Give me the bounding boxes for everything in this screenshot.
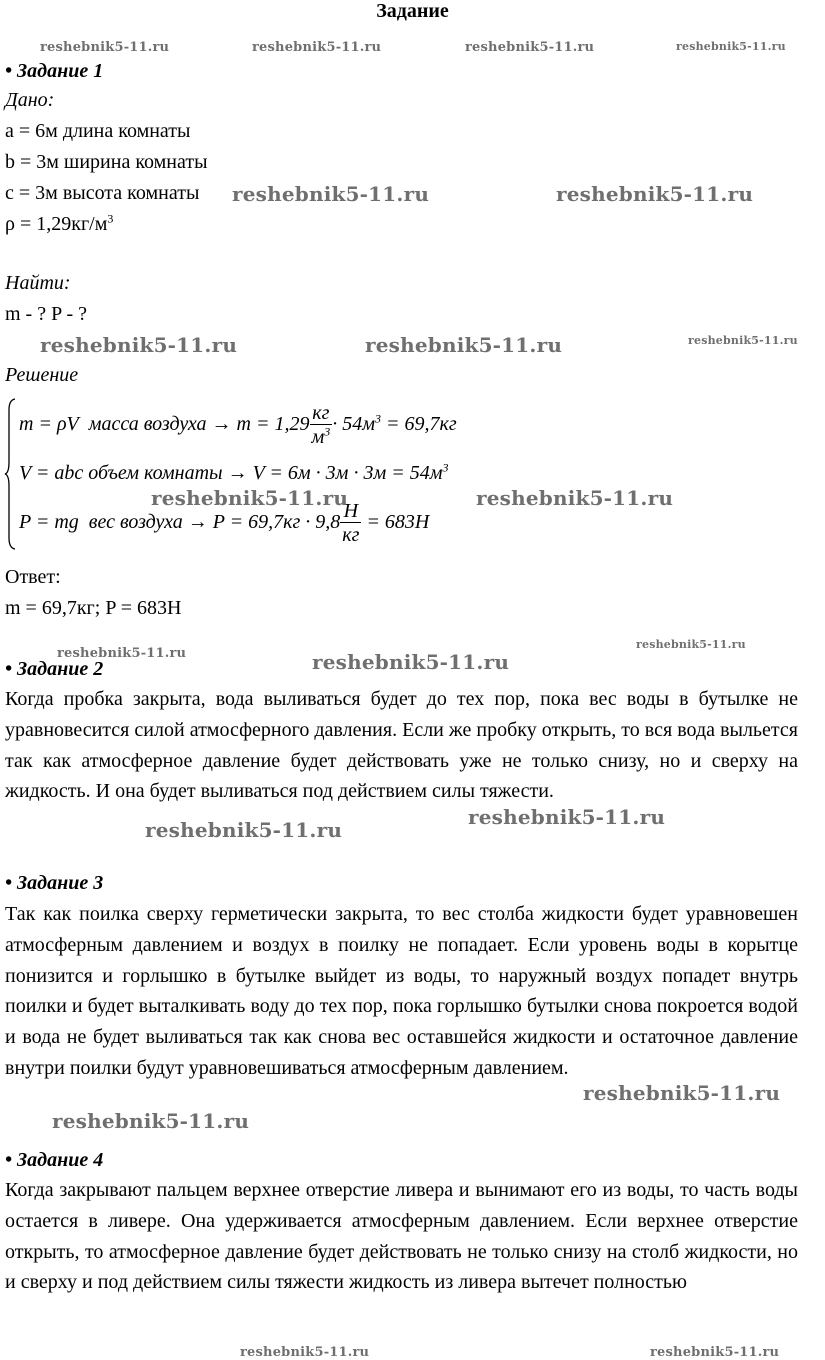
given-rho	[5, 213, 113, 236]
system-brace	[4, 398, 16, 550]
task3-heading: • Задание 3	[5, 872, 104, 894]
eq1-fraction	[310, 402, 333, 449]
eq1-frac-den-power: 3	[324, 424, 331, 439]
eq2-desc: объем комнаты	[88, 462, 223, 484]
arrow-icon: →	[211, 413, 232, 436]
find-label: Найти:	[5, 272, 71, 294]
eq3-rhs-c: = 683H	[361, 511, 430, 534]
watermark: reshebnik5-11.ru	[636, 638, 746, 651]
watermark: reshebnik5-11.ru	[365, 333, 563, 357]
given-b: b = 3м ширина комнаты	[5, 151, 208, 173]
eq1-desc: масса воздуха	[88, 413, 207, 436]
given-label: Дано:	[5, 89, 55, 111]
given-a: a = 6м длина комнаты	[5, 120, 191, 142]
eq1-left: m = ρV	[19, 413, 79, 436]
task3-text: Так как поилка сверху герметически закрыта, то вес столба жидкости будет уравновешен атмосферным давлением и воздух в поилку не попадает. Если уровень воды в корытце понизится и горлышко в бутылке выйдет из воды, то наружный воздух попадет внутрь поилки и будет выталкивать воду до тех пор, пока горлышко бутылки снова покроется водой и вода не будет выливаться так как снова вес оставшейся жидкости и остаточное давление внутри поилки будут уравновешиваться атмосферным давлением.	[5, 903, 798, 1079]
watermark: reshebnik5-11.ru	[465, 40, 595, 55]
watermark: reshebnik5-11.ru	[151, 486, 349, 510]
eq2-left: V = abc	[19, 462, 84, 484]
task2-text: Когда пробка закрыта, вода выливаться будет до тех пор, пока вес воды в бутылке не уравновесится силой атмосферного давления. Если же пробку открыть, то вся вода выльется так как атмосферное давление будет действовать уже не только снизу, но и сверху на жидкость. И она будет выливаться под действием силы тяжести.	[5, 688, 798, 803]
watermark: reshebnik5-11.ru	[556, 182, 754, 206]
watermark: reshebnik5-11.ru	[688, 334, 798, 347]
eq1-frac-den	[310, 424, 333, 449]
equation-weight	[19, 500, 429, 547]
given-rho-text: ρ = 1,29кг/м	[5, 213, 108, 235]
eq1-rhs-a: m = 1,29	[236, 413, 310, 436]
equation-mass	[19, 402, 457, 449]
watermark: reshebnik5-11.ru	[240, 1345, 370, 1360]
find-values: m - ? P - ?	[5, 303, 88, 325]
eq3-rhs-a: P = 69,7кг · 9,8	[212, 511, 341, 534]
watermark: reshebnik5-11.ru	[312, 650, 510, 674]
eq1-rhs-c: = 69,7кг	[381, 413, 457, 436]
watermark: reshebnik5-11.ru	[676, 40, 786, 53]
equation-volume	[19, 462, 448, 485]
arrow-icon: →	[227, 462, 248, 484]
watermark: reshebnik5-11.ru	[252, 40, 382, 55]
eq1-rhs-power: 3	[375, 411, 382, 426]
watermark: reshebnik5-11.ru	[145, 818, 343, 842]
given-rho-power: 3	[107, 211, 114, 226]
watermark: reshebnik5-11.ru	[232, 182, 430, 206]
watermark: reshebnik5-11.ru	[476, 486, 674, 510]
task4-text: Когда закрывают пальцем верхнее отверстие ливера и вынимают его из воды, то часть воды остается в ливере. Она удерживается атмосферным давлением. Если верхнее отверстие открыть, то атмосферное давление будет действовать не только снизу на столб жидкости, но и сверху и под действием силы тяжести жидкость из ливера вытечет полностью	[5, 1179, 798, 1294]
answer-label: Ответ:	[5, 566, 61, 588]
eq1-rhs-b: · 54м	[332, 413, 376, 436]
watermark: reshebnik5-11.ru	[583, 1081, 781, 1105]
eq1-frac-den-unit: м	[311, 426, 325, 448]
eq2-rhs: V = 6м · 3м · 3м = 54м	[252, 462, 443, 484]
answer-value: m = 69,7кг; P = 683H	[5, 597, 182, 619]
watermark: reshebnik5-11.ru	[57, 646, 187, 661]
watermark: reshebnik5-11.ru	[650, 1345, 780, 1360]
task2-heading: • Задание 2	[5, 658, 104, 680]
task4-heading: • Задание 4	[5, 1149, 104, 1171]
arrow-icon: →	[187, 511, 208, 534]
eq3-frac-den: кг	[342, 524, 360, 546]
watermark: reshebnik5-11.ru	[52, 1109, 250, 1133]
solution-label: Решение	[5, 364, 79, 386]
watermark: reshebnik5-11.ru	[40, 333, 238, 357]
eq3-left: P = mg	[19, 511, 79, 534]
given-c: c = 3м высота комнаты	[5, 182, 200, 204]
page-title: Задание	[376, 0, 449, 22]
eq3-desc: вес воздуха	[88, 511, 183, 534]
task1-heading: • Задание 1	[5, 60, 104, 82]
eq3-fraction	[340, 500, 361, 547]
eq2-rhs-power: 3	[442, 460, 449, 475]
eq1-frac-num: кг	[312, 402, 330, 424]
watermark: reshebnik5-11.ru	[468, 805, 666, 829]
watermark: reshebnik5-11.ru	[40, 40, 170, 55]
eq3-frac-num: H	[343, 500, 359, 522]
